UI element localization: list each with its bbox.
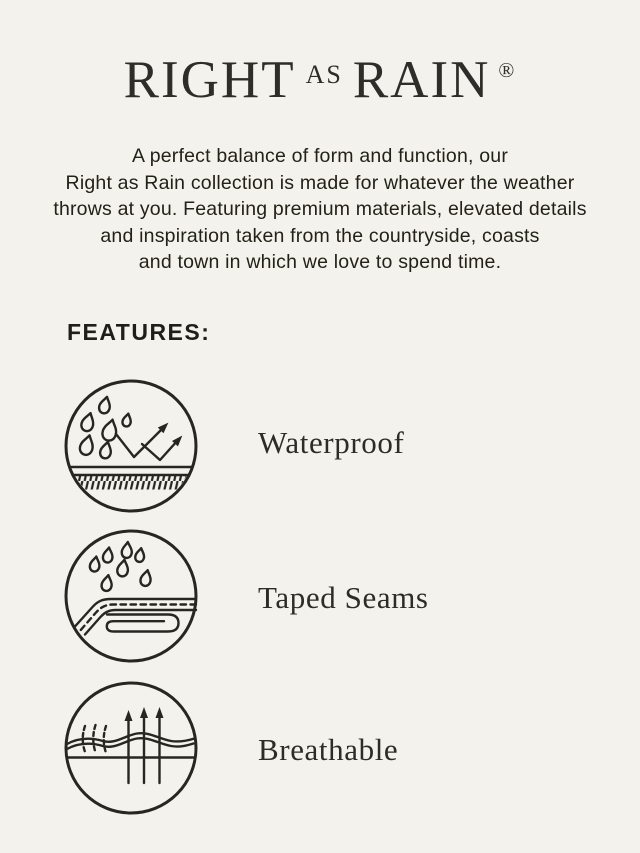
title-word-right: RIGHT <box>123 51 296 109</box>
breathable-icon <box>61 678 201 818</box>
intro-line: and town in which we love to spend time. <box>138 251 502 273</box>
feature-row-waterproof <box>0 376 640 516</box>
features-heading: FEATURES: <box>67 319 211 345</box>
registered-trademark-icon: ® <box>498 58 517 82</box>
intro-line: throws at you. Featuring premium materials, elevated details <box>53 198 587 220</box>
intro-line: and inspiration taken from the countryside, coasts <box>100 224 540 247</box>
taped-seams-icon <box>61 526 201 666</box>
fabric-waves <box>67 733 195 749</box>
title-word-as: AS <box>305 60 343 89</box>
feature-label-breathable: Breathable <box>258 732 399 767</box>
feature-label-taped-seams: Taped Seams <box>258 580 429 615</box>
intro-line: Right as Rain collection is made for whatever the weather <box>65 171 575 194</box>
airflow-arrows-icon <box>125 707 164 783</box>
title-word-rain: RAIN <box>352 51 491 109</box>
intro-paragraph <box>0 143 640 276</box>
intro-line: A perfect balance of form and function, our <box>131 145 509 167</box>
waterproof-icon <box>61 376 201 516</box>
page-title <box>0 50 640 120</box>
feature-row-taped-seams <box>0 526 640 666</box>
feature-label-waterproof: Waterproof <box>258 425 405 460</box>
seam-fold <box>107 615 179 632</box>
feature-row-breathable <box>0 678 640 818</box>
